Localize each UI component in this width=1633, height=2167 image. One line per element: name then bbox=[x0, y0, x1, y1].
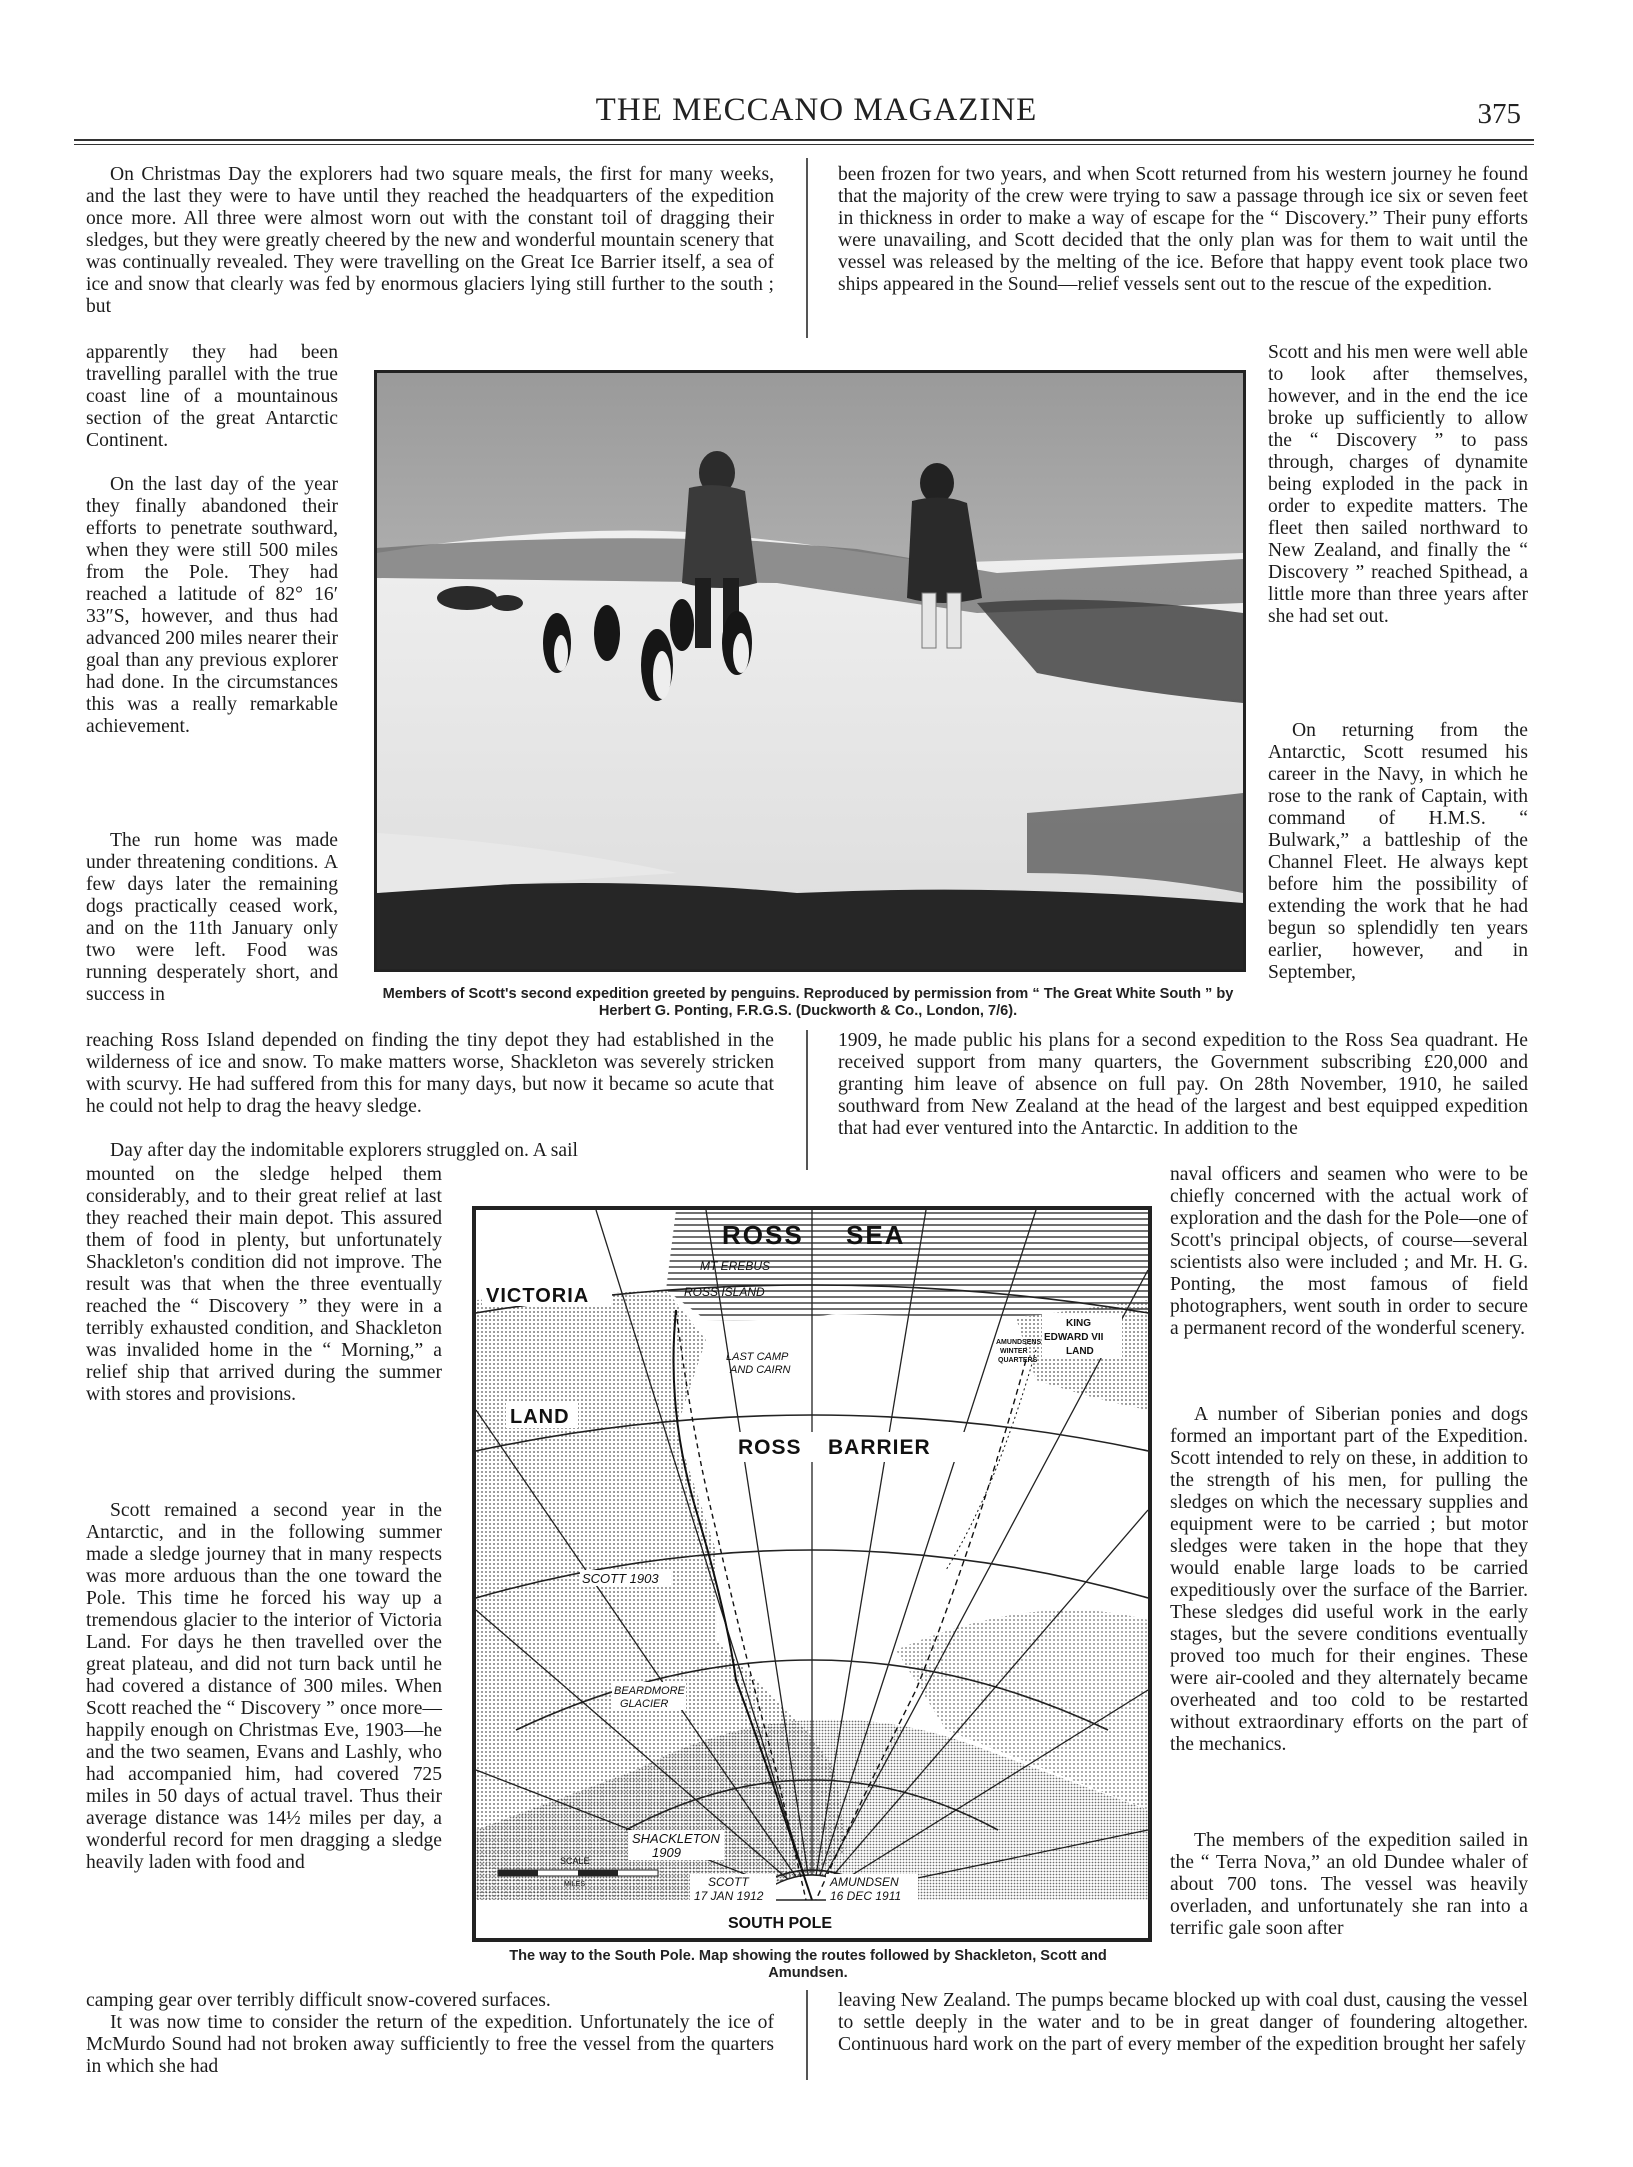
map-label-victoria: VICTORIA bbox=[486, 1285, 590, 1307]
header-rule bbox=[74, 139, 1534, 141]
map-label-ross-sea: ROSS bbox=[722, 1220, 804, 1250]
map-label-edward-land: LAND bbox=[1066, 1346, 1094, 1357]
paragraph: The run home was made under threatening conditions. A few days later the remaining dogs practically ceased work, and on the 11th January only two were left. Food was running desperately short, and success in bbox=[86, 830, 338, 1005]
magazine-title: THE MECCANO MAGAZINE bbox=[595, 92, 1038, 128]
paragraph: Scott and his men were well able to look after themselves, however, and in the end the ice broke up sufficiently to allow the “ Discovery ” to pass through, charges of dynamite being exploded in the pack in order to expedite matters. The fleet then sailed northward to New Zealand, and finally the “ Discovery ” reached Spithead, a little more than three years after she had set out. bbox=[1268, 342, 1528, 627]
map-label-scott-date: 17 JAN 1912 bbox=[694, 1889, 764, 1903]
paragraph: apparently they had been travelling parallel with the true coast line of a mountainous section of the great Antarctic Continent. bbox=[86, 342, 338, 451]
map-label-edward: EDWARD VII bbox=[1044, 1332, 1104, 1343]
paragraph: Day after day the indomitable explorers struggled on. A sail bbox=[110, 1140, 578, 1161]
map-caption: The way to the South Pole. Map showing the routes followed by Shackleton, Scott and Amundsen. bbox=[509, 1948, 1107, 1981]
paragraph: 1909, he made public his plans for a second expedition to the Ross Sea quadrant. He received support from many quarters, the Government subscribing £20,000 and granting him leave of absence on full pay. On 28th November, 1910, he sailed southward from New Zealand at the head of the largest and best equipped expedition that had ever ventured into the Antarctic. In addition to the bbox=[838, 1030, 1528, 1139]
map-label-cairn: AND CAIRN bbox=[730, 1364, 791, 1376]
paragraph: A number of Siberian ponies and dogs formed an important part of the Expedition. Scott intended to rely on these, in addition to the strength of his men, for pulling the sledges on which the necessary supplies and equipment were to be carried ; but motor sledges were taken in the hope that they would enable large loads to be carried expeditiously over the surface of the Barrier. These sledges did useful work in the early stages, but the severe conditions eventually proved too much for their engines. These were air-cooled and they alternately became overheated and too cold to be restarted without extraordinary efforts on the part of the mechanics. bbox=[1170, 1404, 1528, 1755]
map-label-last-camp: LAST CAMP bbox=[726, 1351, 789, 1363]
paragraph: The members of the expedition sailed in the “ Terra Nova,” an old Dundee whaler of about 700 tons. The vessel was heavily overladen, and unfortunately she ran into a terrific gale soon after bbox=[1170, 1830, 1528, 1939]
map-label-scott-1903: SCOTT 1903 bbox=[582, 1571, 659, 1586]
map-label-winter: WINTER bbox=[1000, 1348, 1028, 1355]
paragraph: On Christmas Day the explorers had two square meals, the first for many weeks, and the last they were to have until they reached the headquarters of the expedition once more. All three were almost worn out with the constant toil of dragging their sledges, but they were greatly cheered by the new and wonderful mountain scenery that was continually revealed. They were travelling on the Great Ice Barrier itself, a sea of ice and snow that clearly was fed by enormous glaciers lying still further to the south ; but bbox=[86, 164, 774, 317]
map-label-ross-barrier: ROSS bbox=[738, 1436, 802, 1459]
photo-caption: Members of Scott's second expedition greeted by penguins. Reproduced by permission from “ The Great White South ” by Herbert G. Ponting, F.R.G.S. (Duckworth & Co., London, 7/6). bbox=[382, 986, 1234, 1019]
paragraph: On the last day of the year they finally abandoned their efforts to penetrate southward, when they were still 500 miles from the Pole. They had reached a latitude of 82° 16′ 33″S, however, and thus had advanced 200 miles nearer their goal than any previous explorer had done. In the circumstances this was a really remarkable achievement. bbox=[86, 474, 338, 737]
map-label-glacier: GLACIER bbox=[620, 1698, 669, 1710]
page-number: 375 bbox=[1477, 98, 1521, 130]
map-label-amundsen-quarters: AMUNDSENS bbox=[996, 1339, 1042, 1346]
map-label-barrier: BARRIER bbox=[828, 1436, 931, 1459]
paragraph: mounted on the sledge helped them considerably, and to their great relief at last they reached their main depot. This assured them of food in plenty, but unfortunately Shackleton's condition did not improve. The result was that when the three eventually reached the “ Discovery ” they were in a terribly exhausted condition, and Shackleton was invalided home in the “ Morning,” a relief ship that arrived during the summer with stores and provisions. bbox=[86, 1164, 442, 1405]
map-label-amundsen: AMUNDSEN bbox=[830, 1875, 899, 1889]
paragraph: On returning from the Antarctic, Scott resumed his career in the Navy, in which he rose to the rank of Captain, with command of H.M.S. “ Bulwark,” a battleship of the Channel Fleet. He always kept before him the possibility of extending the work that he had begun so splendidly ten years earlier, however, and in September, bbox=[1268, 720, 1528, 983]
map-label-scott: SCOTT bbox=[708, 1875, 749, 1889]
map-image bbox=[476, 1210, 1148, 1938]
paragraph: been frozen for two years, and when Scott returned from his western journey he found that the majority of the crew were trying to saw a passage through ice six or seven feet in thickness in order to make a way of escape for the “ Discovery.” Their puny efforts were unavailing, and Scott decided that the only plan was for them to wait until the vessel was released by the melting of the ice. Before that happy event took place two ships appeared in the Sound—relief vessels sent out to the rescue of the expedition. bbox=[838, 164, 1528, 295]
map-label-king: KING bbox=[1066, 1318, 1091, 1329]
paragraph: leaving New Zealand. The pumps became blocked up with coal dust, causing the vessel to settle deeply in the water and to be in great danger of foundering altogether. Continuous hard work on the part of every member of the expedition brought her safely bbox=[838, 1990, 1528, 2055]
south-pole-map bbox=[472, 1206, 1152, 1942]
map-label-miles: MILES bbox=[564, 1881, 586, 1888]
map-label-amundsen-date: 16 DEC 1911 bbox=[830, 1889, 902, 1903]
paragraph: Scott remained a second year in the Antarctic, and in the following summer made a sledge journey that in many respects was more arduous than the one toward the Pole. This time he forced his way up a tremendous glacier to the interior of Victoria Land. For days he then travelled over the great plateau, and did not turn back until he had covered a distance of 300 miles. When Scott reached the “ Discovery ” once more—happily enough on Christmas Eve, 1903—he and the two seamen, Evans and Lashly, who had accompanied him, had covered 725 miles in 50 days of actual travel. Thus their average distance was 14½ miles per day, a wonderful record for men dragging a sledge heavily laden with food and bbox=[86, 1500, 442, 1873]
map-label-quarters: QUARTERS bbox=[998, 1357, 1038, 1364]
column-divider bbox=[806, 1990, 808, 2080]
map-label-erebus: MT EREBUS bbox=[700, 1259, 771, 1273]
map-label-south-pole: SOUTH POLE bbox=[728, 1915, 833, 1932]
map-label-shackleton: SHACKLETON bbox=[632, 1831, 720, 1846]
paragraph: reaching Ross Island depended on finding the tiny depot they had established in the wilderness of ice and snow. To make matters worse, Shackleton was severely stricken with scurvy. He had suffered from this for many days, but now it became so acute that he could not help to drag the heavy sledge. bbox=[86, 1030, 774, 1117]
map-label-beardmore: BEARDMORE bbox=[614, 1685, 685, 1697]
column-divider bbox=[806, 1030, 808, 1170]
header-rule-thin bbox=[74, 144, 1534, 145]
map-label-shackleton-year: 1909 bbox=[652, 1845, 681, 1860]
map-label-scale: SCALE bbox=[560, 1856, 590, 1866]
paragraph: camping gear over terribly difficult snow-covered surfaces. bbox=[86, 1990, 551, 2011]
column-divider bbox=[806, 158, 808, 338]
penguin-photo-image bbox=[377, 373, 1243, 969]
map-label-sea: SEA bbox=[846, 1220, 906, 1250]
paragraph: naval officers and seamen who were to be chiefly concerned with the actual work of exploration and the dash for the Pole—one of Scott's principal objects, of course—several scientists also were included ; and Mr. H. G. Ponting, the most famous of field photographers, went south in order to secure a permanent record of the wonderful scenery. bbox=[1170, 1164, 1528, 1339]
map-label-ross-island: ROSS ISLAND bbox=[684, 1285, 765, 1299]
paragraph: It was now time to consider the return of the expedition. Unfortunately the ice of McMurdo Sound had not broken away sufficiently to free the vessel from the quarters in which she had bbox=[86, 2012, 774, 2077]
penguin-photo bbox=[374, 370, 1246, 972]
map-label-land: LAND bbox=[510, 1406, 570, 1428]
